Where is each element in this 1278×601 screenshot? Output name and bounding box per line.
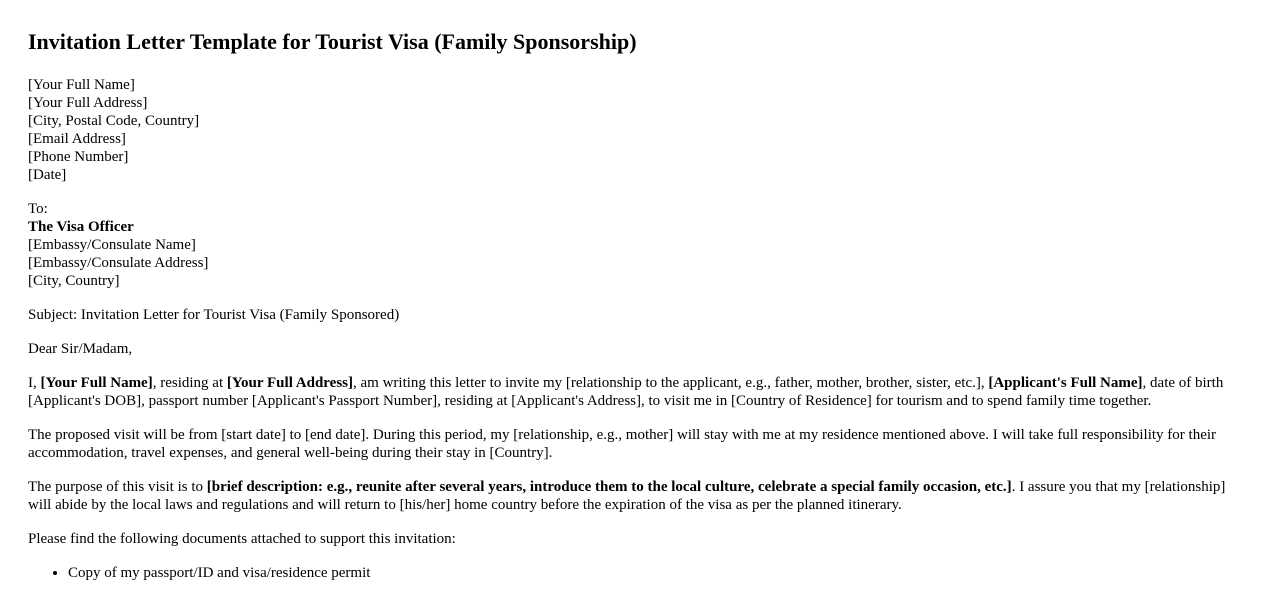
recipient-officer: The Visa Officer: [28, 219, 134, 235]
sender-block: [28, 76, 1250, 184]
list-item: • Copy of my passport/ID and visa/residence permit: [68, 564, 1250, 582]
documents-intro: Please find the following documents attached to support this invitation:: [28, 531, 456, 547]
paragraph-purpose: The purpose of this visit is to [brief description: e.g., reunite after several years, introduce them to the local culture, celebrate a special family occasion, etc.]. I assure you that my [relationship] will abide by the local laws and regulations and will return to [his/her] home country before the expiration of the visa as per the planned itinerary.: [28, 479, 1226, 513]
sender-phone: [Phone Number]: [28, 149, 129, 165]
subject-line: Subject: Invitation Letter for Tourist Visa (Family Sponsored): [28, 307, 400, 323]
paragraph-visit-details: The proposed visit will be from [start date] to [end date]. During this period, my [relationship, e.g., mother] will stay with me at my residence mentioned above. I will take full responsibility for their accommodation, travel expenses, and general well-being during their stay in [Country].: [28, 427, 1217, 461]
to-label: To:: [28, 201, 48, 217]
sender-date: [Date]: [28, 167, 67, 183]
documents-list: [28, 564, 1250, 582]
sender-address: [Your Full Address]: [28, 95, 148, 111]
recipient-city: [City, Country]: [28, 273, 120, 289]
sender-name: [Your Full Name]: [28, 77, 135, 93]
sender-city: [City, Postal Code, Country]: [28, 113, 200, 129]
recipient-embassy-address: [Embassy/Consulate Address]: [28, 255, 209, 271]
recipient-block: [28, 200, 1250, 290]
salutation: Dear Sir/Madam,: [28, 341, 133, 357]
paragraph-invitation: I, [Your Full Name], residing at [Your Full Address], am writing this letter to invite my [relationship to the applicant, e.g., father, mother, brother, sister, etc.], [Applicant's Full Name], date of birth [Applicant's DOB], passport number [Applicant's Passport Number], residing at [Applicant's Address], to visit me in [Country of Residence] for tourism and to spend family time together.: [28, 375, 1224, 409]
sender-email: [Email Address]: [28, 131, 126, 147]
page-title: Invitation Letter Template for Tourist Visa (Family Sponsorship): [28, 29, 637, 54]
recipient-embassy-name: [Embassy/Consulate Name]: [28, 237, 196, 253]
